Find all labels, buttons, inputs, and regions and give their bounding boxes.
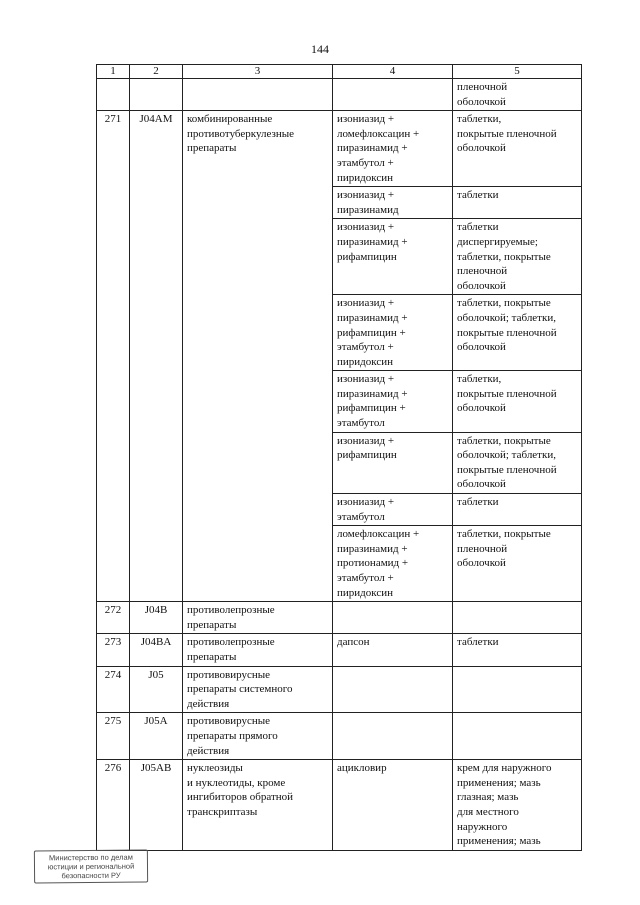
ministry-stamp xyxy=(34,850,148,884)
cell-forms: таблетки, покрытые оболочкой; таблетки, покрытые пленочной оболочкой xyxy=(453,432,582,493)
cell-substance xyxy=(333,602,453,634)
table-row-273 xyxy=(97,634,582,666)
cell-num: 274 xyxy=(97,666,130,713)
cell-num: 275 xyxy=(97,713,130,760)
column-header-2: 2 xyxy=(130,65,183,79)
cell-name: противолепрозные препараты xyxy=(183,634,333,666)
cell-forms: таблетки, покрытые пленочной оболочкой xyxy=(453,371,582,432)
column-header-5: 5 xyxy=(453,65,582,79)
stamp-line: безопасности РУ xyxy=(61,870,121,881)
column-header-3: 3 xyxy=(183,65,333,79)
cell-substance: изониазид + пиразинамид + рифампицин + этамбутол xyxy=(333,371,453,432)
stamp-line: юстиции и региональной xyxy=(47,861,135,872)
cell-substance: изониазид + пиразинамид xyxy=(333,187,453,219)
cell-forms xyxy=(453,713,582,760)
column-header-1: 1 xyxy=(97,65,130,79)
page-number: 144 xyxy=(311,42,329,56)
cell-forms: таблетки, покрытые оболочкой; таблетки, покрытые пленочной оболочкой xyxy=(453,295,582,371)
cell-num: 276 xyxy=(97,760,130,851)
cell-num: 272 xyxy=(97,602,130,634)
cell-forms: таблетки xyxy=(453,187,582,219)
cell-forms: таблетки xyxy=(453,634,582,666)
cell-substance: изониазид + пиразинамид + рифампицин + этамбутол + пиридоксин xyxy=(333,295,453,371)
cell-substance xyxy=(333,79,453,111)
cell-num xyxy=(97,79,130,111)
table-row-274 xyxy=(97,666,582,713)
cell-substance: изониазид + этамбутол xyxy=(333,494,453,526)
cell-substance: ацикловир xyxy=(333,760,453,851)
cell-forms: таблетки xyxy=(453,494,582,526)
cell-name: нуклеозиды и нуклеотиды, кроме ингибиторов обратной транскриптазы xyxy=(183,760,333,851)
cell-code: J05A xyxy=(130,713,183,760)
cell-name: комбинированные противотуберкулезные препараты xyxy=(183,111,333,602)
column-header-4: 4 xyxy=(333,65,453,79)
stamp-line: Министерство по делам xyxy=(48,852,133,863)
table-row-272 xyxy=(97,602,582,634)
cell-name: противолепрозные препараты xyxy=(183,602,333,634)
cell-forms: таблетки, покрытые пленочной оболочкой xyxy=(453,526,582,602)
cell-substance: изониазид + рифампицин xyxy=(333,432,453,493)
cell-forms: крем для наружного применения; мазь глазная; мазь для местного наружного применения; мазь xyxy=(453,760,582,851)
cell-code: J05 xyxy=(130,666,183,713)
cell-substance xyxy=(333,666,453,713)
cell-code: J04BA xyxy=(130,634,183,666)
cell-substance: изониазид + ломефлоксацин + пиразинамид + этамбутол + пиридоксин xyxy=(333,111,453,187)
cell-substance: изониазид + пиразинамид + рифампицин xyxy=(333,219,453,295)
cell-forms: таблетки, покрытые пленочной оболочкой xyxy=(453,111,582,187)
cell-forms: таблетки диспергируемые; таблетки, покрытые пленочной оболочкой xyxy=(453,219,582,295)
drug-table xyxy=(96,64,582,851)
cell-substance xyxy=(333,713,453,760)
table-row-275 xyxy=(97,713,582,760)
cell-forms xyxy=(453,666,582,713)
cell-code xyxy=(130,79,183,111)
table-row-271 xyxy=(97,111,582,187)
table-row-carryover xyxy=(97,79,582,111)
cell-substance: дапсон xyxy=(333,634,453,666)
cell-name xyxy=(183,79,333,111)
cell-forms xyxy=(453,602,582,634)
table-row-276 xyxy=(97,760,582,851)
cell-name: противовирусные препараты системного действия xyxy=(183,666,333,713)
table-header-row xyxy=(97,65,582,79)
cell-forms: пленочной оболочкой xyxy=(453,79,582,111)
cell-num: 271 xyxy=(97,111,130,602)
cell-substance: ломефлоксацин + пиразинамид + протионамид + этамбутол + пиридоксин xyxy=(333,526,453,602)
cell-code: J04AM xyxy=(130,111,183,602)
cell-code: J05AB xyxy=(130,760,183,851)
cell-code: J04B xyxy=(130,602,183,634)
cell-num: 273 xyxy=(97,634,130,666)
cell-name: противовирусные препараты прямого действия xyxy=(183,713,333,760)
